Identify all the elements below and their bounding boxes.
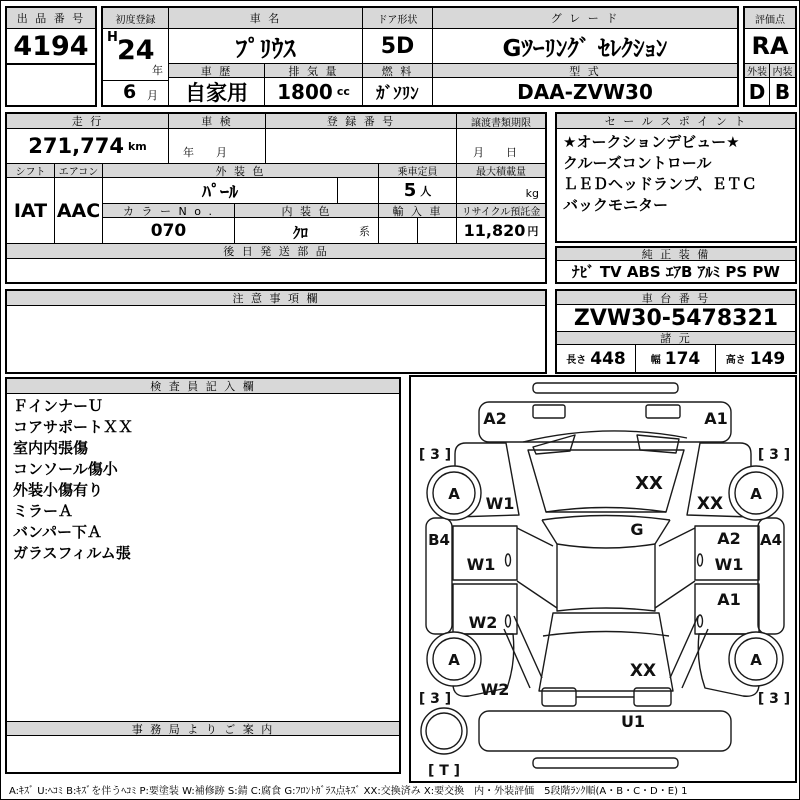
door-handle-fr [698, 554, 703, 566]
transfer-deadline-cell [457, 129, 545, 164]
lot-number-label: 出 品 番 号 [7, 8, 95, 29]
sales-points-list [563, 132, 791, 216]
mileage-label: 走 行 [7, 114, 169, 129]
door-shape-value: 5D [363, 29, 433, 64]
equipment-panel [555, 246, 797, 284]
interior-color-label: 内 装 色 [235, 204, 379, 218]
capacity-value: 5 [403, 180, 417, 201]
mark-rear-door-right: A1 [717, 590, 741, 609]
registration-number-cell [266, 129, 457, 164]
mark-front-bumper-right: A1 [704, 409, 728, 428]
first-registration-era: H [107, 30, 118, 45]
transfer-deadline-label: 譲渡書類期限 [457, 114, 545, 129]
car-name-label: 車 名 [169, 8, 363, 29]
exterior-grade-label: 外装 [745, 64, 770, 78]
score-panel [743, 6, 797, 107]
color-no-label: カ ラ ー N o . [103, 204, 235, 218]
inspector-note-line: 室内内張傷 [13, 439, 89, 457]
rear-window-arc [543, 632, 669, 637]
inspector-panel [5, 377, 401, 774]
inspection-placeholder: 年 月 [183, 146, 227, 159]
notes-panel [5, 289, 547, 374]
a-pillar-lines [517, 528, 695, 546]
mark-tire-front-left: [ 3 ] [418, 447, 452, 463]
displacement-value: 1800 [277, 79, 333, 104]
inspector-note-line: ガラスフィルム張 [13, 544, 131, 562]
import-label: 輸 入 車 [379, 204, 457, 218]
first-registration-month-unit: 月 [147, 89, 158, 102]
mileage-cell [7, 129, 169, 164]
roof-shape [557, 544, 655, 611]
headlight-right-shape [646, 405, 680, 418]
damage-diagram-panel [409, 375, 797, 783]
rear-bumper-shape [479, 711, 731, 751]
door-handle-rl [506, 615, 511, 627]
mileage-value: 271,774 [28, 134, 124, 158]
lot-number-empty-cell [7, 65, 95, 105]
inspector-note-line: 外装小傷有り [13, 481, 104, 499]
first-registration-year-unit: 年 [152, 64, 163, 77]
width-label: 幅 [650, 355, 661, 366]
registration-number-label: 登 録 番 号 [266, 114, 457, 129]
mark-windshield: XX [635, 473, 663, 494]
mark-tire-rear-left: [ 3 ] [418, 691, 452, 707]
color-no-value: 070 [103, 218, 235, 244]
shift-value: IAT [7, 178, 55, 244]
import-empty-cell-2 [418, 218, 457, 244]
capacity-unit: 人 [420, 184, 432, 198]
mark-tire-rear-right: [ 3 ] [757, 691, 791, 707]
transfer-placeholder: 月 日 [473, 146, 517, 159]
mark-rocker-left: B4 [428, 531, 450, 549]
model-code-value: DAA-ZVW30 [517, 79, 653, 104]
sales-point-line: ＬＥＤヘッドランプ、ＥＴＣ [563, 175, 757, 193]
aircon-value: AAC [55, 178, 103, 244]
inspector-note-line: コンソール傷小 [13, 460, 118, 478]
sales-point-line: ★オークションデビュー★ [563, 133, 740, 151]
equipment-items: ﾅﾋﾞ TV ABS ｴｱB ｱﾙﾐ PS PW [572, 263, 780, 281]
office-notice-label: 事 務 局 よ り ご 案 内 [7, 721, 399, 736]
registration-table [5, 112, 547, 284]
displacement-cell [265, 78, 363, 105]
max-load-label: 最大積載量 [457, 164, 545, 178]
score-value: RA [745, 29, 795, 64]
headlight-left-shape [533, 405, 565, 418]
displacement-unit: cc [336, 85, 350, 98]
c-pillar-lines [504, 616, 708, 688]
door-handle-fl [506, 554, 511, 566]
recycle-fee-cell [457, 218, 545, 244]
notes-empty [7, 306, 545, 372]
exterior-color-empty-cell [338, 178, 379, 204]
mark-front-fender-right: XX [696, 494, 724, 514]
length-label: 長さ [566, 355, 587, 366]
car-damage-diagram [411, 377, 795, 781]
sales-points-panel [555, 112, 797, 243]
shift-label: シフト [7, 164, 55, 178]
mark-wheel-front-left: A [448, 485, 460, 503]
mark-cowl-center: G [630, 520, 644, 539]
equipment-label: 純 正 装 備 [557, 248, 795, 261]
later-parts-empty [7, 259, 545, 282]
max-load-unit: kg [525, 187, 539, 200]
mark-wheel-rear-right: A [750, 651, 762, 669]
sales-points-label: セ ー ル ス ポ イ ン ト [557, 114, 795, 129]
mark-front-door-right-upper: A2 [717, 529, 741, 548]
grade-value: Gﾂｰﾘﾝｸﾞ ｾﾚｸｼｮﾝ [433, 29, 737, 64]
first-registration-month: 6 [123, 81, 137, 103]
capacity-cell [379, 178, 457, 204]
lot-number-panel [5, 6, 97, 107]
damage-code-legend: A:ｷｽﾞ U:ﾍｺﾐ B:ｷｽﾞを伴うﾍｺﾐ P:要塗装 W:補修跡 S:錆 C:腐食 G:ﾌﾛﾝﾄｶﾞﾗｽ点ｷｽﾞ XX:交換済み X:要交換 内・外装評価 5段階ﾗﾝｸ順(A・B・C・D・E) 1 [9, 786, 688, 797]
interior-color-value: ｸﾛ [293, 224, 309, 242]
recycle-fee-label: リサイクル預託金 [457, 204, 545, 218]
fuel-value: ｶﾞｿﾘﾝ [363, 78, 433, 105]
sales-point-line: クルーズコントロール [563, 154, 712, 172]
first-registration-month-cell [103, 81, 169, 105]
history-value: 自家用 [169, 78, 265, 105]
exterior-grade-value: D [745, 78, 770, 105]
mark-front-door-right: W1 [714, 555, 744, 574]
interior-color-suffix: 系 [359, 225, 370, 238]
mark-front-fender-left: W1 [485, 494, 515, 513]
inspector-notes-list [13, 396, 395, 564]
mark-rear-bumper: U1 [620, 712, 646, 731]
first-registration-year-cell [103, 29, 169, 81]
exterior-color-value: ﾊﾟｰﾙ [103, 178, 338, 204]
chassis-number-label: 車 台 番 号 [557, 291, 795, 305]
office-notice-empty [7, 736, 399, 772]
displacement-label: 排 気 量 [265, 64, 363, 78]
interior-grade-label: 内装 [770, 64, 795, 78]
fuel-label: 燃 料 [363, 64, 433, 78]
mark-rocker-right: A4 [759, 531, 783, 549]
sales-point-line: バックモニター [563, 196, 669, 214]
first-registration-label: 初度登録 [103, 8, 169, 29]
mark-quarter-left: W2 [480, 680, 510, 699]
height-value: 149 [749, 348, 786, 369]
mark-spare-tire: [ T ] [427, 763, 461, 779]
cowl-sides [542, 520, 670, 544]
exterior-color-label: 外 装 色 [103, 164, 379, 178]
mark-tire-front-right: [ 3 ] [757, 447, 791, 463]
model-code-label: 型 式 [433, 64, 737, 78]
interior-grade-value: B [774, 79, 791, 104]
inspector-note-line: ミラーＡ [13, 502, 74, 520]
length-cell [557, 345, 636, 372]
width-cell [636, 345, 716, 372]
rear-plate-bar [533, 758, 678, 768]
inspector-note-line: バンパー下Ａ [13, 523, 102, 541]
b-pillar-lines [517, 581, 695, 608]
lot-number-value: 4194 [7, 29, 95, 65]
mark-wheel-rear-left: A [448, 651, 460, 669]
inspector-label: 検 査 員 記 入 欄 [7, 379, 399, 394]
grade-label: グ レ ー ド [433, 8, 737, 29]
inspector-note-line: コアサポートＸＸ [13, 418, 134, 436]
wiper-arc [523, 431, 687, 442]
height-label: 高さ [725, 355, 746, 366]
mark-rear-door-left: W2 [468, 613, 498, 632]
import-empty-cell-1 [379, 218, 418, 244]
max-load-cell [457, 178, 545, 204]
inspection-label: 車 検 [169, 114, 266, 129]
front-bumper-shape [479, 402, 731, 442]
length-value: 448 [590, 348, 626, 369]
score-label: 評価点 [745, 8, 795, 29]
mark-rear-window: XX [629, 661, 657, 681]
spare-tire-inner [426, 713, 462, 749]
specs-label: 諸 元 [557, 332, 795, 345]
door-shape-label: ドア形状 [363, 8, 433, 29]
history-label: 車 歴 [169, 64, 265, 78]
chassis-number-value: ZVW30-5478321 [557, 305, 795, 332]
chassis-panel [555, 289, 797, 374]
recycle-fee-value: 11,820 [463, 221, 526, 240]
inspector-note-line: ＦインナーＵ [13, 397, 104, 415]
mileage-unit: km [127, 139, 147, 153]
mark-front-door-left: W1 [466, 555, 496, 574]
width-value: 174 [664, 348, 701, 369]
cowl-arc-2 [542, 516, 670, 521]
interior-color-cell [235, 218, 379, 244]
aircon-label: エアコン [55, 164, 103, 178]
capacity-label: 乗車定員 [379, 164, 457, 178]
car-name-value: ﾌﾟﾘｳｽ [169, 29, 363, 64]
mark-wheel-front-right: A [750, 485, 762, 503]
vehicle-info-panel [101, 6, 739, 107]
first-registration-year: 24 [117, 35, 155, 66]
mark-front-bumper-left: A2 [483, 409, 507, 428]
later-parts-label: 後 日 発 送 部 品 [7, 244, 545, 259]
recycle-fee-unit: 円 [527, 224, 539, 238]
inspection-cell [169, 129, 266, 164]
height-cell [716, 345, 795, 372]
notes-label: 注 意 事 項 欄 [7, 291, 545, 306]
front-plate-bar [533, 383, 678, 393]
